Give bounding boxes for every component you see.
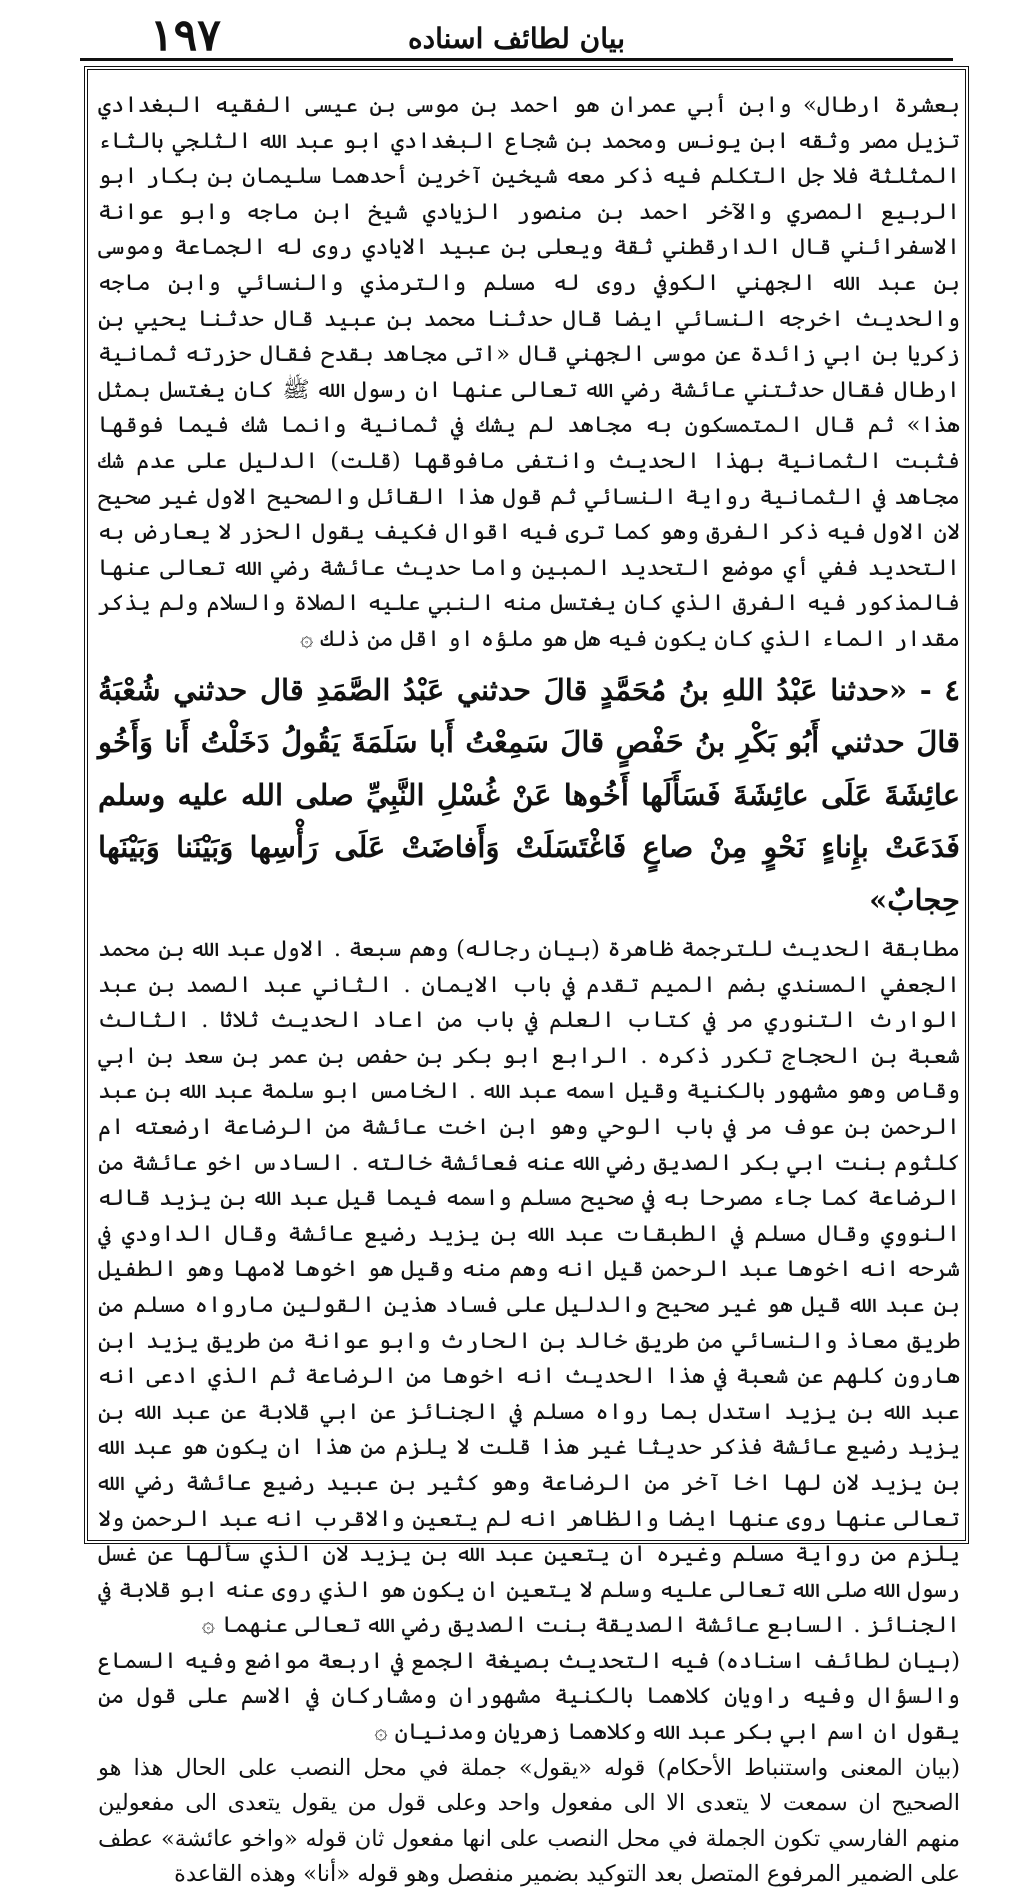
- running-title: بيان لطائف اسناده: [408, 22, 625, 55]
- hadith-text: ٤ - «حدثنا عَبْدُ اللهِ بنُ مُحَمَّدٍ قالَ حدثني عَبْدُ الصَّمَدِ قال حدثني شُعْبَةُ قالَ حدثني أَبُو بَكْرِ بنُ حَفْصٍ قالَ سَمِعْتُ أَبا سَلَمَةَ يَقُولُ دَخَلْتُ أَنا وَأَخُو عائِشَةَ عَلَى عائِشَةَ فَسَأَلَها أَخُوها عَنْ غُسْلِ النَّبِيِّ صلى الله عليه وسلم فَدَعَتْ بإِناءٍ نَحْوٍ مِنْ صاعٍ فَاغْتَسَلَتْ وَأَفاضَتْ عَلَى رَأْسِها وَبَيْنَنا وَبَيْنَها حِجابٌ»: [98, 672, 960, 917]
- narrators-paragraph: مطابقة الحديث للترجمة ظاهرة (بيان رجاله) وهم سبعة . الاول عبد الله بن محمد الجعفي المسندي بضم الميم تقدم في باب الايمان . الثاني عبد الصمد بن عبد الوارث التنوري مر في كتاب العلم في باب من اعاد الحديث ثلاثا . الثالث شعبة بن الحجاج تكرر ذكره . الرابع ابو بكر بن حفص بن عمر بن سعد بن ابي وقاص وهو مشهور بالكنية وقيل اسمه عبد الله . الخامس ابو سلمة عبد الله بن عبد الرحمن بن عوف مر في باب الوحي وهو ابن اخت عائشة من الرضاعة ارضعته ام كلثوم بنت ابي بكر الصديق رضي الله عنه فعائشة خالته . السادس اخو عائشة من الرضاعة كما جاء مصرحا به في صحيح مسلم واسمه فيما قيل عبد الله بن يزيد قاله النووي وقال مسلم في الطبقات عبد الله بن يزيد رضيع عائشة وقال الداودي في شرحه انه اخوها عبد الرحمن قيل انه وهم منه وقيل هو اخوها لامها وهو الطفيل بن عبد الله قيل هو غير صحيح والدليل على فساد هذين القولين مارواه مسلم من طريق معاذ والنسائي من طريق خالد بن الحارث وابو عوانة من طريق يزيد ابن هارون كلهم عن شعبة في هذا الحديث انه اخوها من الرضاعة ثم الذي ادعى انه عبد الله بن يزيد استدل بما رواه مسلم في الجنائز عن ابي قلابة عن عبد الله بن يزيد رضيع عائشة فذكر حديثا غير هذا قلت لا يلزم من هذا ان يكون هو عبد الله بن يزيد لان لها اخا آخر من الرضاعة وهو كثير بن عبيد رضيع عائشة رضي الله تعالى عنها روى عنها ايضا والظاهر انه لم يتعين والاقرب انه عبد الرحمن ولا يلزم من رواية مسلم وغيره ان يتعين عبد الله بن يزيد لان الذي سألها عن غسل رسول الله صلى الله تعالى عليه وسلم لا يتعين ان يكون هو الذي روى عنه ابو قلابة في الجنائز . السابع عائشة الصديقة بنت الصديق رضي الله تعالى عنهما ۞: [98, 936, 960, 1639]
- commentary-paragraph: بعشرة ارطال» وابن أبي عمران هو احمد بن موسى بن عيسى الفقيه البغدادي تزيل مصر وثقه ابن يونس ومحمد بن شجاع البغدادي ابو عبد الله الثلجي بالثاء المثلثة فلا جل التكلم فيه ذكر معه شيخين آخرين أحدهما سليمان بن بكار ابو الربيع المصري والآخر احمد بن منصور الزيادي شيخ ابن ماجه وابو عوانة الاسفرائني قال الدارقطني ثقة ويعلى بن عبيد الايادي روى له الجماعة وموسى بن عبد الله الجهني الكوفي روى له مسلم والترمذي والنسائي وابن ماجه والحديث اخرجه النسائي ايضا قال حدثنا محمد بن عبيد قال حدثنا يحيي بن زكريا بن ابي زائدة عن موسى الجهني قال «اتى مجاهد بقدح فقال حزرته ثمانية ارطال فقال حدثتني عائشة رضي الله تعالى عنها ان رسول الله ﷺ كان يغتسل بمثل هذا» ثم قال المتمسكون به مجاهد لم يشك في ثمانية وانما شك فيما فوقها فثبت الثمانية بهذا الحديث وانتفى مافوقها (قلت) الدليل على عدم شك مجاهد في الثمانية رواية النسائي ثم قول هذا القائل والصحيح الاول غير صحيح لان الاول فيه ذكر الفرق وهو كما ترى فيه اقوال فكيف يقول الحزر لا يعارض به التحديد ففي أي موضع التحديد المبين واما حديث عائشة رضي الله تعالى عنها فالمذكور فيه الفرق الذي كان يغتسل منه النبي عليه الصلاة والسلام ولم يذكر مقدار الماء الذي كان يكون فيه هل هو ملؤه او اقل من ذلك ۞: [98, 92, 960, 652]
- text-column: [98, 88, 960, 1893]
- sanad-subtleties-paragraph: (بيان لطائف اسناده) فيه التحديث بصيغة الجمع في اربعة مواضع وفيه السماع والسؤال وفيه راويان كلاهما بالكنية مشهوران ومشاركان في الاسم على قول من يقول ان اسم ابي بكر عبد الله وكلاهما زهريان ومدنيان ۞: [98, 1647, 960, 1746]
- page-number: ١٩٧: [150, 10, 221, 61]
- header-rule: [80, 58, 953, 61]
- meaning-paragraph: (بيان المعنى واستنباط الأحكام) قوله «يقول» جملة في محل النصب على الحال هذا هو الصحيح ان سمعت لا يتعدى الا الى مفعول واحد وعلى قول من يقول يتعدى الى مفعولين منهم الفارسي تكون الجملة في محل النصب على انها مفعول ثان قوله «واخو عائشة» عطف على الضمير المرفوع المتصل بعد التوكيد بضمير منفصل وهو قوله «أنا» وهذه القاعدة: [98, 1754, 961, 1888]
